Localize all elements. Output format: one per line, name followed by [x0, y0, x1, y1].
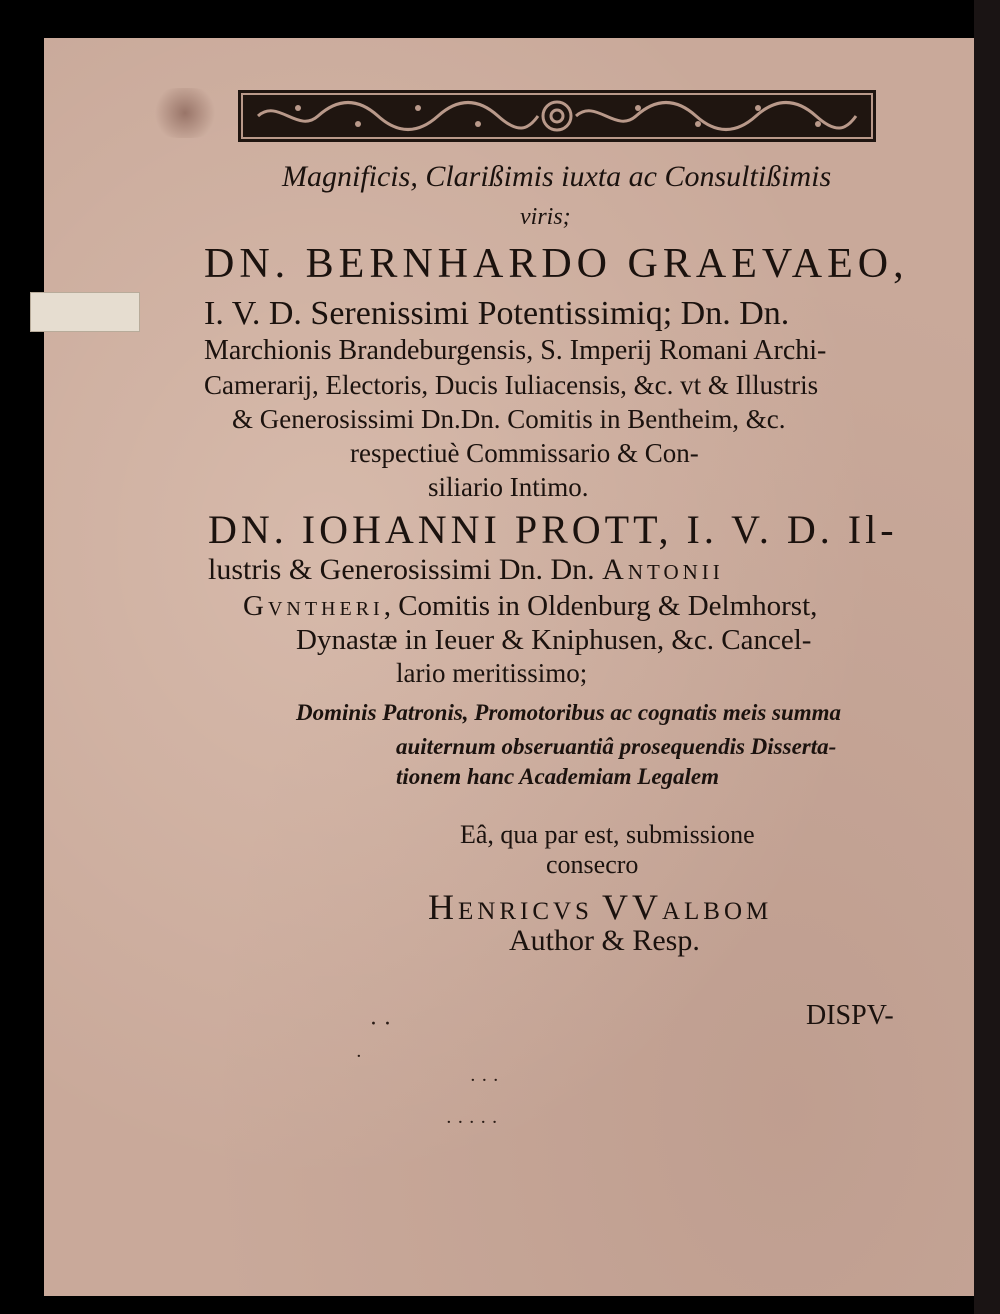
person1-name: DN. BERNHARDO GRAEVAEO, [204, 241, 909, 287]
author-role: Author & Resp. [509, 924, 700, 957]
address-line-2: auiternum obseruantiâ prosequendis Disserta- [396, 734, 837, 759]
person2-line-2 [208, 553, 724, 587]
address-line-1: Dominis Patronis, Promotoribus ac cognatis meis summa [296, 700, 842, 725]
author-first-name: Henricvs [428, 887, 593, 927]
salutation-line-1: Magnificis, Clarißimis iuxta ac Consultißimis [282, 160, 832, 193]
closing-line-2: consecro [546, 850, 639, 879]
show-through-marks-3: · · · [470, 1070, 499, 1091]
show-through-marks-1: · · [370, 1012, 391, 1037]
show-through-marks-4: · · · · · [446, 1112, 498, 1133]
paper-tab [30, 292, 140, 332]
person1-line-4: & Generosissimi Dn.Dn. Comitis in Bentheim, &c. [232, 404, 786, 434]
catchword: DISPV- [806, 1000, 894, 1031]
person1-line-1: I. V. D. Serenissimi Potentissimiq; Dn. Dn. [204, 295, 790, 332]
author-name [428, 886, 772, 928]
book-edge [974, 0, 1000, 1314]
author-last-name: VValbom [601, 887, 773, 927]
headpiece-ornament-icon [238, 90, 876, 142]
salutation-line-2: viris; [520, 204, 571, 230]
person2-line-5: lario meritissimo; [396, 658, 588, 688]
person2-name: DN. IOHANNI PROTT, I. V. D. Il- [208, 507, 898, 552]
person2-line-3 [243, 590, 817, 623]
person2-line-2-text: lustris & Generosissimi Dn. Dn. [208, 553, 603, 586]
show-through-marks-2: · [356, 1046, 362, 1067]
address-line-3: tionem hanc Academiam Legalem [396, 764, 720, 789]
person1-line-3: Camerarij, Electoris, Ducis Iuliacensis, &c. vt & Illustris [204, 370, 819, 400]
person2-line-3-text: , Comitis in Oldenburg & Delmhorst, [383, 590, 818, 622]
ink-stain [150, 88, 220, 138]
closing-line-1: Eâ, qua par est, submissione [460, 820, 755, 849]
person2-given-name: Antonii [602, 553, 724, 586]
person1-line-5: respectiuè Commissario & Con- [350, 438, 699, 468]
person2-line-4: Dynastæ in Ieuer & Kniphusen, &c. Cancel- [296, 624, 812, 656]
person1-line-6: siliario Intimo. [428, 472, 589, 502]
person1-line-2: Marchionis Brandeburgensis, S. Imperij Romani Archi- [204, 335, 827, 366]
person2-surname: Gvntheri [243, 590, 384, 622]
